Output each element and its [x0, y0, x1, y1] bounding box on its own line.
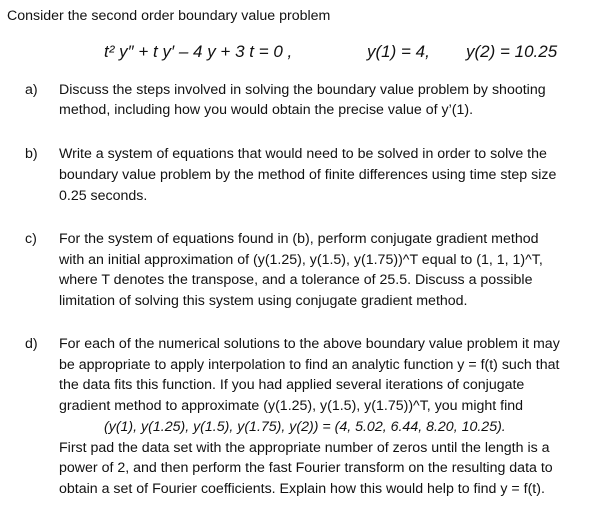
part-a-line-2: method, including how you would obtain the precise value of y’(1). — [59, 102, 474, 118]
boundary-condition-2: y(2) = 10.25 — [466, 42, 558, 61]
part-d-line-2: be appropriate to apply interpolation to find an analytic function y = f(t) such that — [59, 357, 560, 373]
part-a-label: a) — [25, 82, 38, 98]
part-b-line-2: boundary value problem by the method of finite differences using time step size — [59, 167, 557, 183]
part-c-line-3: where T denotes the transpose, and a tolerance of 25.5. Discuss a possible — [59, 272, 533, 288]
part-b-label: b) — [25, 146, 38, 162]
boundary-condition-1: y(1) = 4, — [367, 42, 430, 61]
part-c-line-1: For the system of equations found in (b), perform conjugate gradient method — [59, 231, 539, 247]
part-c-line-4: limitation of solving this system using conjugate gradient method. — [59, 293, 468, 309]
part-b-line-1: Write a system of equations that would need to be solved in order to solve the — [59, 146, 547, 162]
part-c-line-2: with an initial approximation of (y(1.25), y(1.5), y(1.75))^T equal to (1, 1, 1)^T, — [59, 252, 543, 268]
part-c-label: c) — [25, 231, 37, 247]
part-b-line-3: 0.25 seconds. — [59, 188, 148, 204]
part-d-line-4: gradient method to approximate (y(1.25), y(1.5), y(1.75))^T, you might find — [59, 398, 524, 414]
part-d-label: d) — [25, 336, 38, 352]
part-d-line-5: (y(1), y(1.25), y(1.5), y(1.75), y(2)) = (4, 5.02, 6.44, 8.20, 10.25). — [104, 419, 506, 435]
part-d-line-3: the data fits this function. If you had applied several iterations of conjugate — [59, 377, 525, 393]
problem-intro: Consider the second order boundary value problem — [7, 8, 331, 24]
part-d-line-1: For each of the numerical solutions to the above boundary value problem it may — [59, 336, 560, 352]
part-d-line-6: First pad the data set with the appropriate number of zeros until the length is a — [59, 440, 550, 456]
ode-expression: t² y″ + t y′ – 4 y + 3 t = 0 , — [104, 42, 293, 61]
part-d-line-7: power of 2, and then perform the fast Fourier transform on the resulting data to — [59, 460, 553, 476]
part-d-line-8: obtain a set of Fourier coefficients. Explain how this would help to find y = f(t). — [59, 481, 545, 497]
part-a-line-1: Discuss the steps involved in solving the boundary value problem by shooting — [59, 82, 546, 98]
